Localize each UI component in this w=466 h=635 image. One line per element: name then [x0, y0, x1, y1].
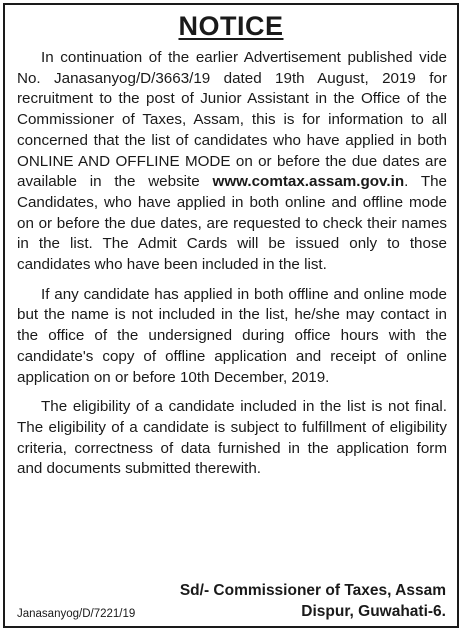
signature-line-1: Sd/- Commissioner of Taxes, Assam — [179, 582, 446, 599]
reference-number: Janasanyog/D/7221/19 — [17, 608, 136, 620]
signature-line-2: Dispur, Guwahati-6. — [301, 603, 446, 620]
notice-title — [5, 11, 457, 41]
paragraph-1 — [17, 48, 447, 276]
paragraph-1-text-b: . The Candidates, who have applied in both online and offline mode on or before the due dates, are requested to check their names in the list. The Admit Cards will be issued only to those candidates who have been included in the list. — [17, 173, 447, 274]
paragraph-2: If any candidate has applied in both offline and online mode but the name is not included in the list, he/she may contact in the office of the undersigned during office hours with the candidate's copy of offline application and receipt of online application on or before 10th December, 2019. — [17, 285, 447, 386]
notice-box — [3, 3, 459, 628]
paragraph-1-text-a: In continuation of the earlier Advertisement published vide No. Janasanyog/D/3663/19 dated 19th August, 2019 for recruitment to the post of Junior Assistant in the Office of the Commissioner of Taxes, Assam, this is for information to all concerned that the list of candidates who have applied in both ONLINE AND OFFLINE MODE on or before the due dates are available in the website — [17, 49, 447, 191]
title-text: NOTICE — [178, 11, 284, 41]
paragraph-3: The eligibility of a candidate included in the list is not final. The eligibility of a candidate is subject to fulfillment of eligibility criteria, correctness of data furnished in the application form and documents submitted therewith. — [17, 398, 447, 478]
website-link[interactable]: www.comtax.assam.gov.in — [212, 173, 405, 191]
